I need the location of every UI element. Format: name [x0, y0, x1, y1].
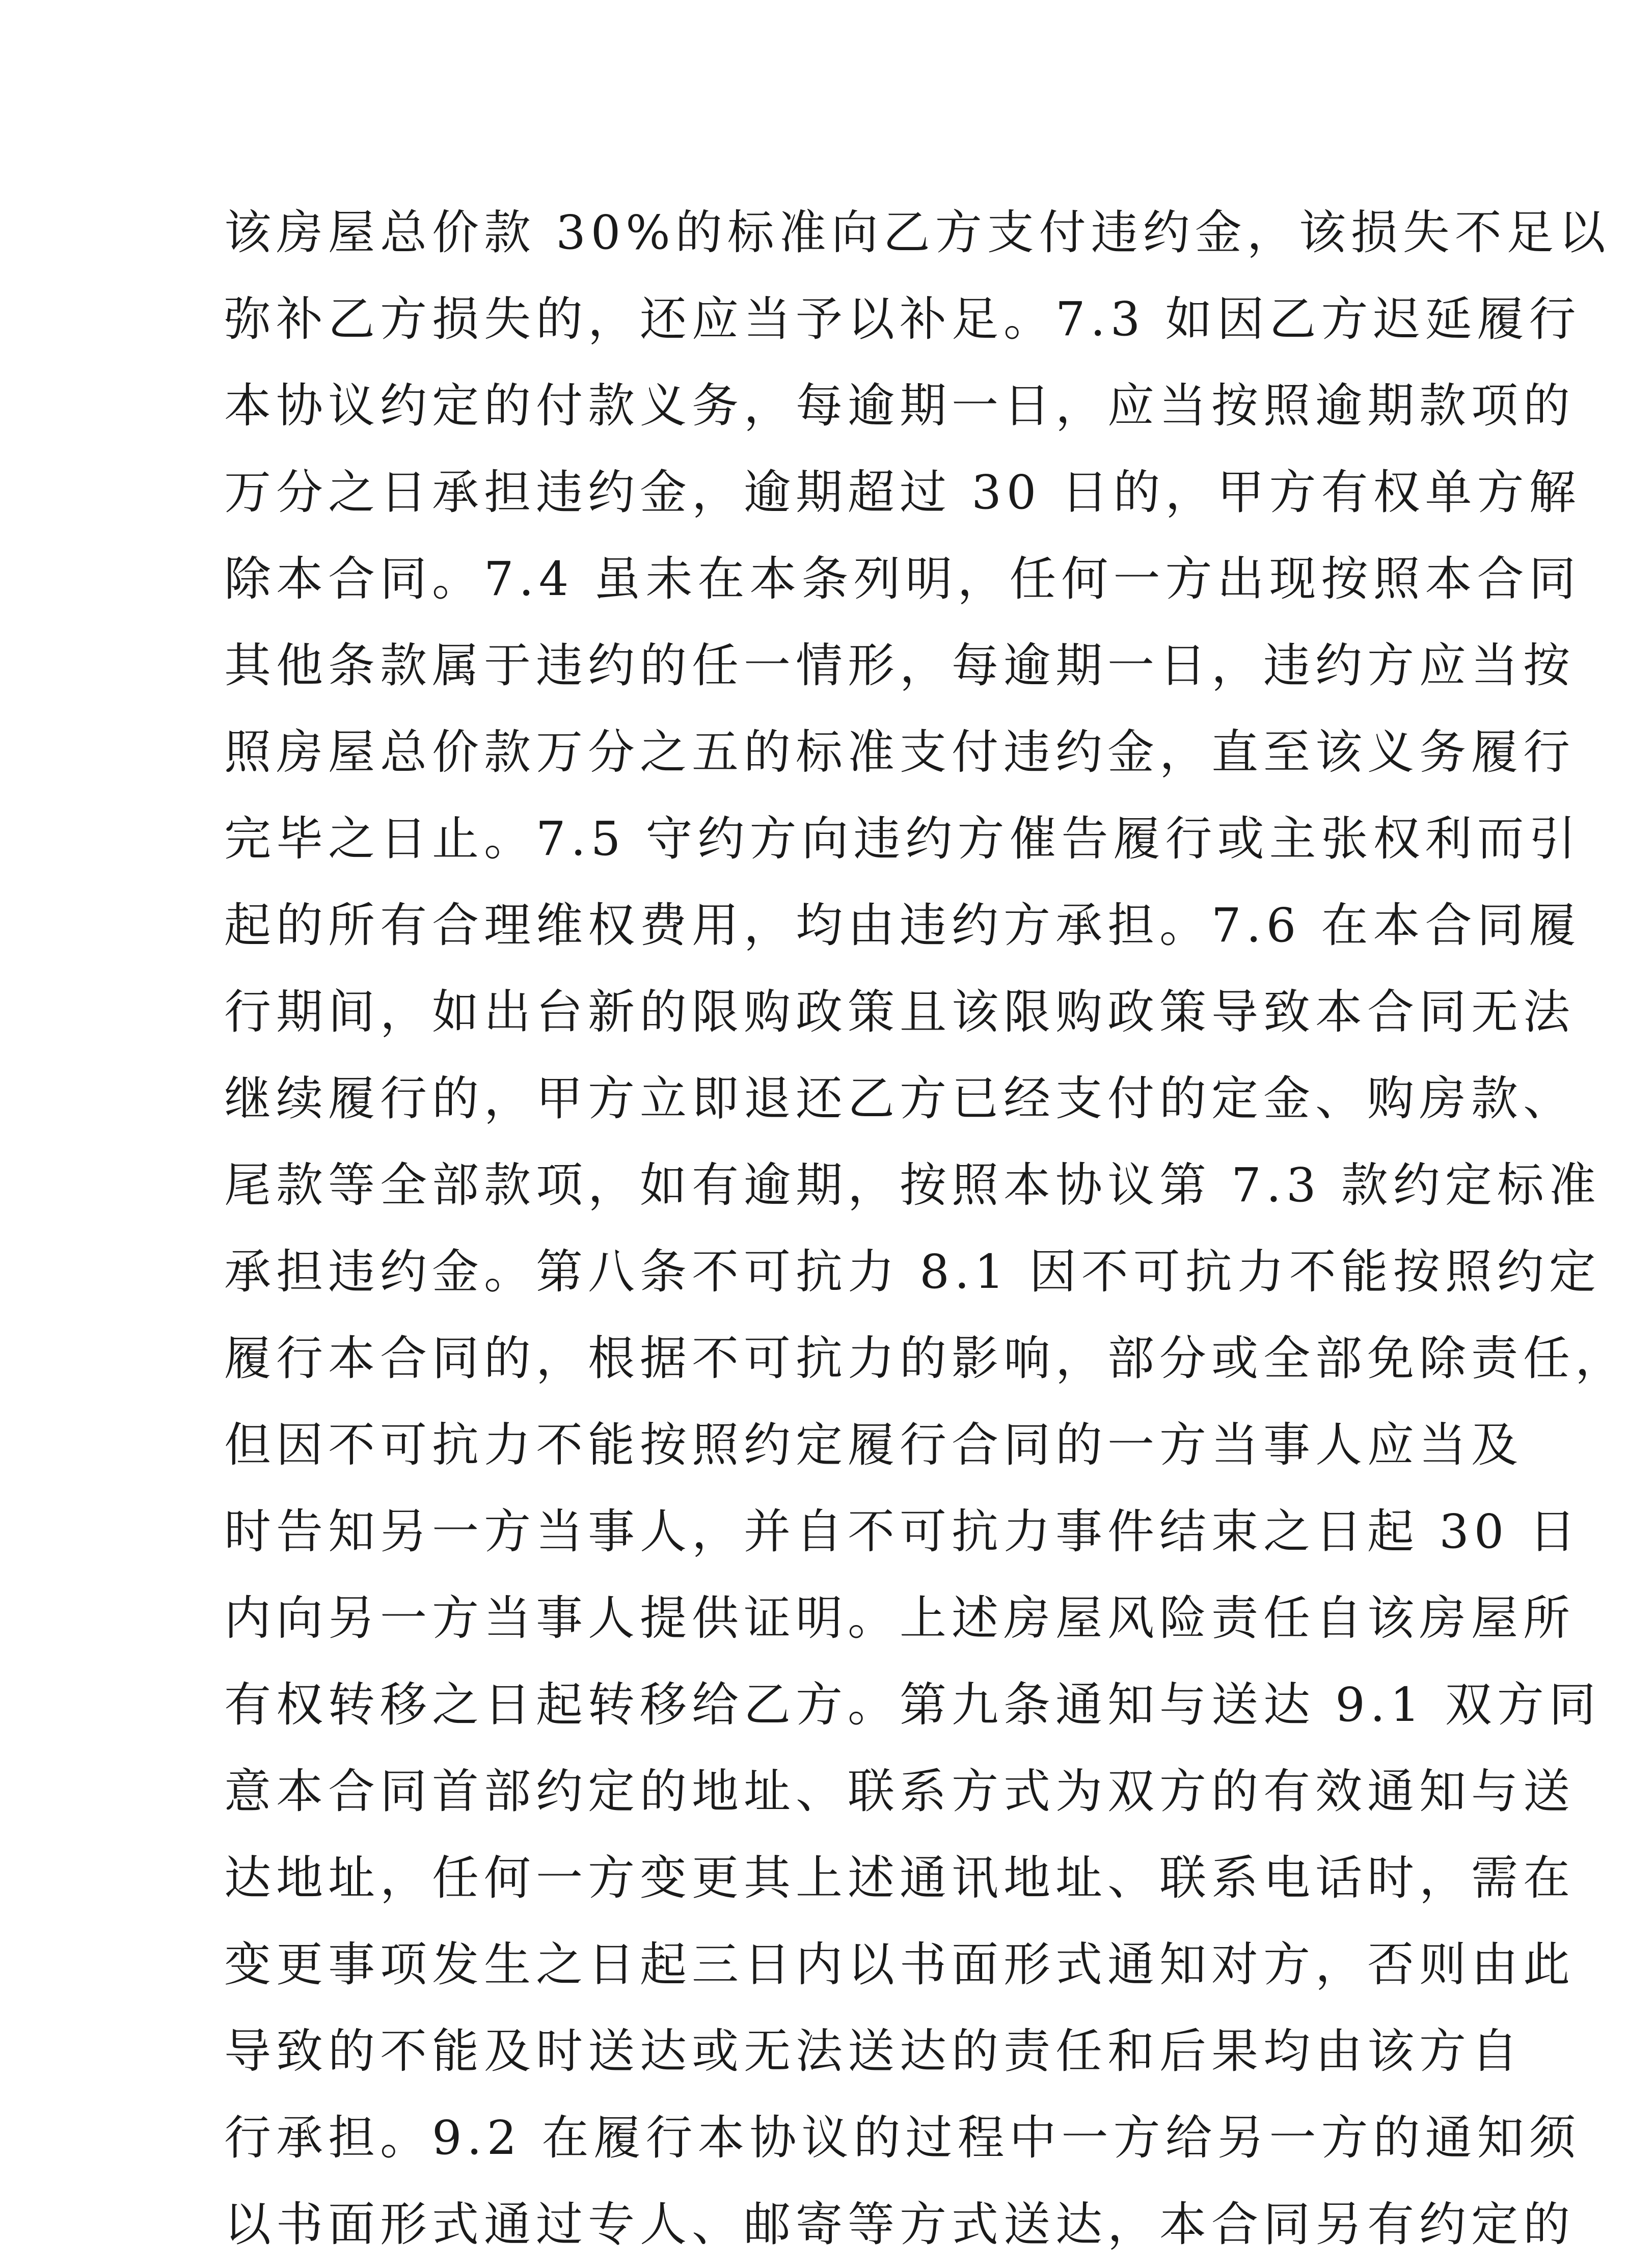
text-line: 尾款等全部款项，如有逾期，按照本协议第 7.3 款约定标准 [224, 1158, 1601, 1212]
text-line: 履行本合同的，根据不可抗力的影响，部分或全部免除责任， [224, 1331, 1627, 1386]
text-line: 起的所有合理维权费用，均由违约方承担。7.6 在本合同履 [224, 898, 1581, 953]
text-line: 照房屋总价款万分之五的标准支付违约金，直至该义务履行 [224, 725, 1576, 779]
text-line: 行承担。9.2 在履行本协议的过程中一方给另一方的通知须 [224, 2111, 1581, 2165]
text-line: 意本合同首部约定的地址、联系方式为双方的有效通知与送 [224, 1764, 1576, 1819]
text-line: 导致的不能及时送达或无法送达的责任和后果均由该方自 [224, 2024, 1524, 2078]
text-line: 但因不可抗力不能按照约定履行合同的一方当事人应当及 [224, 1418, 1524, 1472]
text-line: 完毕之日止。7.5 守约方向违约方催告履行或主张权利而引 [224, 812, 1581, 866]
text-line: 行期间，如出台新的限购政策且该限购政策导致本合同无法 [224, 985, 1576, 1039]
text-line: 承担违约金。第八条不可抗力 8.1 因不可抗力不能按照约定 [224, 1245, 1601, 1299]
text-line: 变更事项发生之日起三日内以书面形式通知对方，否则由此 [224, 1937, 1576, 1992]
contract-text [224, 190, 1627, 2268]
text-line: 达地址，任何一方变更其上述通讯地址、联系电话时，需在 [224, 1851, 1576, 1905]
text-line: 以书面形式通过专人、邮寄等方式送达，本合同另有约定的 [224, 2197, 1576, 2252]
text-line: 有权转移之日起转移给乙方。第九条通知与送达 9.1 双方同 [224, 1678, 1601, 1732]
text-line: 弥补乙方损失的，还应当予以补足。7.3 如因乙方迟延履行 [224, 292, 1581, 346]
text-line: 该房屋总价款 30%的标准向乙方支付违约金，该损失不足以 [224, 205, 1611, 260]
text-line: 内向另一方当事人提供证明。上述房屋风险责任自该房屋所 [224, 1591, 1576, 1645]
text-line: 其他条款属于违约的任一情形，每逾期一日，违约方应当按 [224, 638, 1576, 693]
text-line: 万分之日承担违约金，逾期超过 30 日的，甲方有权单方解 [224, 465, 1581, 520]
text-line: 本协议约定的付款义务，每逾期一日，应当按照逾期款项的 [224, 379, 1576, 433]
text-line: 时告知另一方当事人，并自不可抗力事件结束之日起 30 日 [224, 1504, 1581, 1559]
text-line: 除本合同。7.4 虽未在本条列明，任何一方出现按照本合同 [224, 552, 1581, 606]
text-line: 继续履行的，甲方立即退还乙方已经支付的定金、购房款、 [224, 1071, 1576, 1126]
